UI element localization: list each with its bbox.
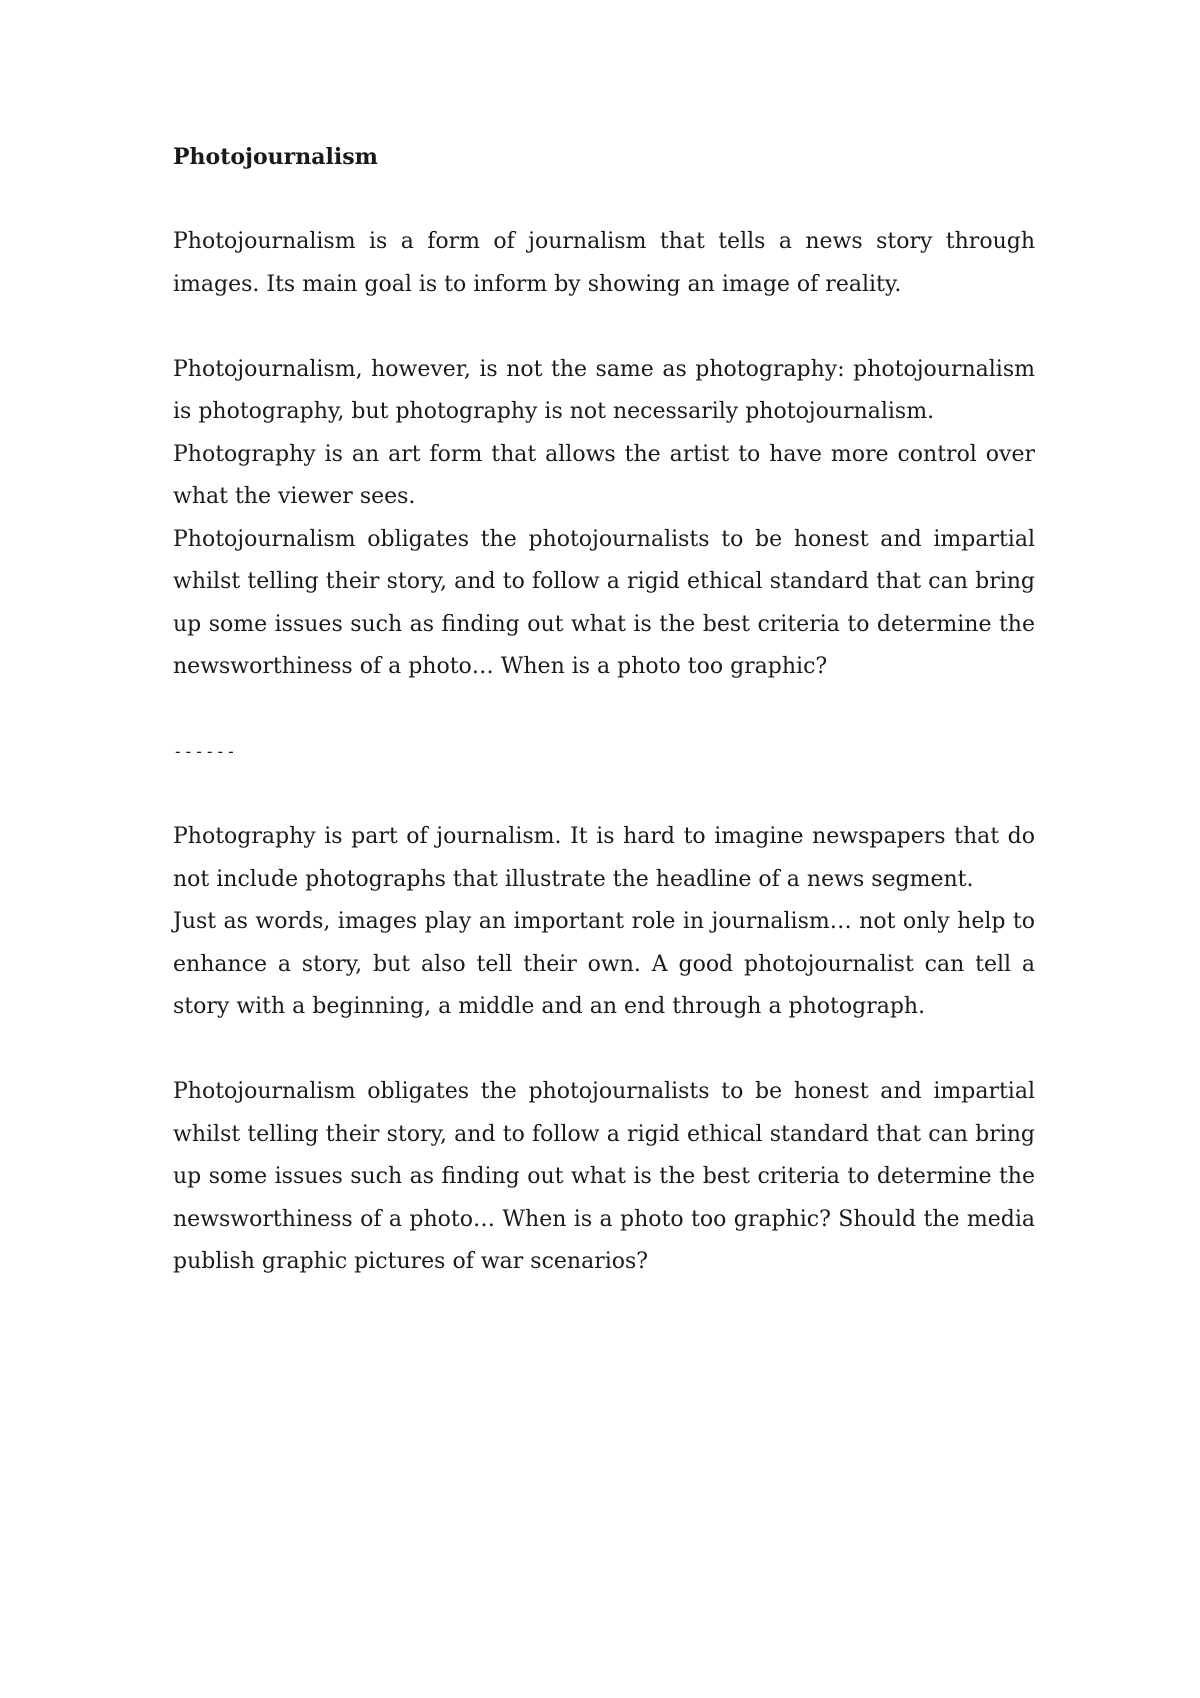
paragraph-ethics-2: Photojournalism obligates the photojournalists to be honest and impartial whilst telling their story, and to follow a rigid ethical standard that can bring up some issues such as finding out what is the best criteria to determine the newsworthiness of a photo… When is a photo too graphic? Should the media publish graphic pictures of war scenarios? (173, 1079, 1035, 1274)
paragraph-photography-art-form: Photography is an art form that allows the artist to have more control over what the viewer sees. (173, 441, 1035, 509)
blank-line (173, 1029, 1035, 1072)
blank-line (173, 179, 1035, 222)
blank-line (173, 774, 1035, 817)
paragraph-not-same-as-photography: Photojournalism, however, is not the same as photography: photojournalism is photography, but photography is not necessarily photojournalism. (173, 356, 1035, 424)
paragraph-ethics-1: Photojournalism obligates the photojournalists to be honest and impartial whilst telling their story, and to follow a rigid ethical standard that can bring up some issues such as finding out what is the best criteria to determine the newsworthiness of a photo… When is a photo too graphic? (173, 526, 1035, 679)
document-title: Photojournalism (173, 144, 378, 170)
paragraph-definition: Photojournalism is a form of journalism that tells a news story through images. Its main goal is to inform by showing an image of reality. (173, 229, 1035, 297)
paragraph-part-of-journalism: Photography is part of journalism. It is hard to imagine newspapers that do not include photographs that illustrate the headline of a news segment. (173, 824, 1035, 892)
section-separator: ------ (173, 742, 237, 761)
blank-line (173, 306, 1035, 349)
blank-line (173, 689, 1035, 732)
document-body (173, 136, 1035, 1284)
paragraph-images-role: Just as words, images play an important role in journalism… not only help to enhance a story, but also tell their own. A good photojournalist can tell a story with a beginning, a middle and an end through a photograph. (173, 909, 1035, 1019)
